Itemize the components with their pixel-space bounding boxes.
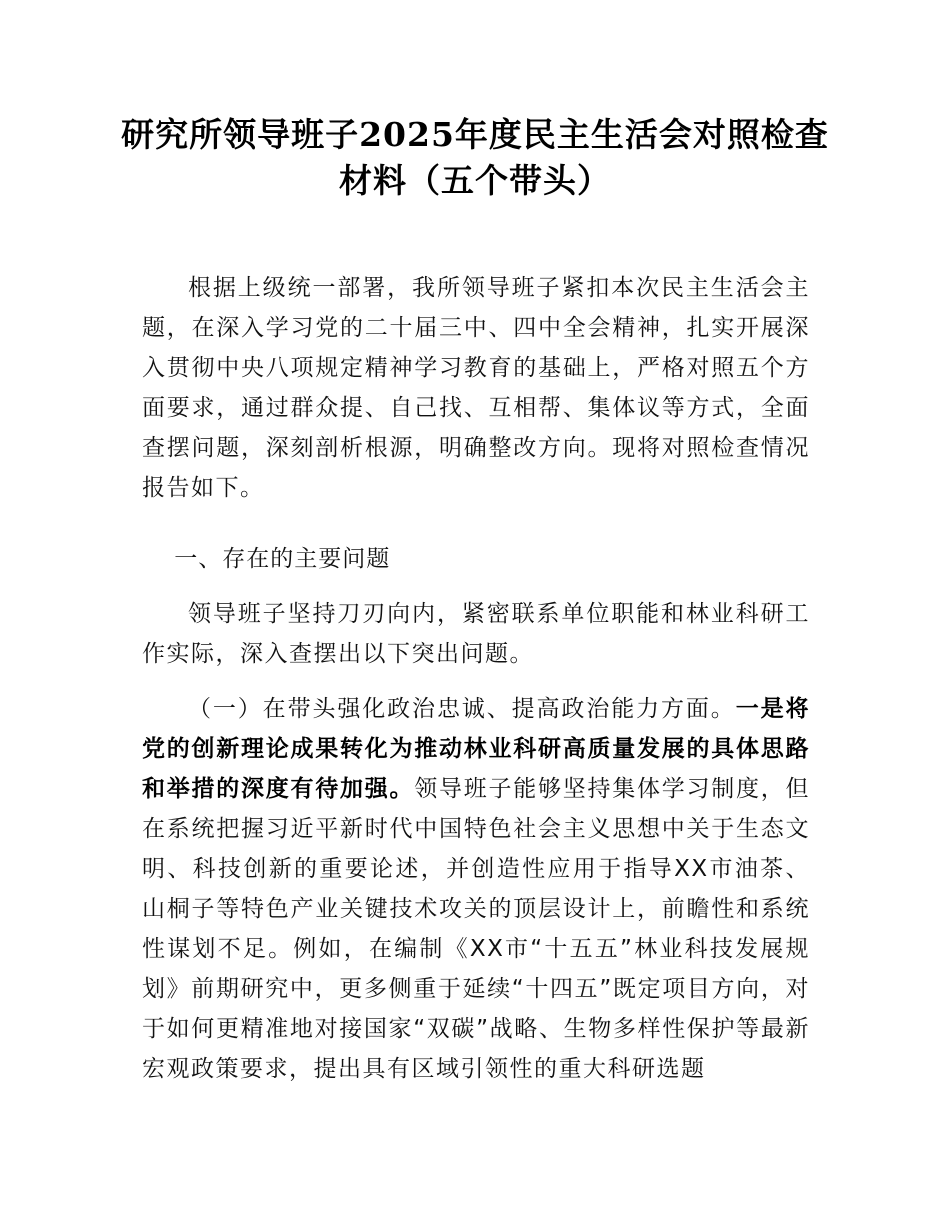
item-one-prefix: （一）在带头强化政治忠诚、提高政治能力方面。 xyxy=(188,696,736,722)
item-one-key-point: 一是将党的创新理论成果转化为推动林业科研高质量发展的具体思路和举措的深度有待加强。 xyxy=(142,696,811,802)
intro-paragraph: 根据上级统一部署，我所领导班子紧扣本次民主生活会主题，在深入学习党的二十届三中、四中全会精神，扎实开展深入贯彻中央八项规定精神学习教育的基础上，严格对照五个方面要求，通过群众提、自己找、互相帮、集体议等方式，全面查摆问题，深刻剖析根源，明确整改方向。现将对照检查情况报告如下。 xyxy=(142,275,810,501)
item-one-paragraph xyxy=(142,689,810,1089)
document-title: 研究所领导班子2025年度民主生活会对照检查材料（五个带头） xyxy=(121,115,829,200)
item-one-body: 领导班子能够坚持集体学习制度，但在系统把握习近平新时代中国特色社会主义思想中关于生态文明、科技创新的重要论述，并创造性应用于指导XX市油茶、山桐子等特色产业关键技术攻关的顶层设计上，前瞻性和系统性谋划不足。例如，在编制《XX市“十五五”林业科技发展规划》前期研究中，更多侧重于延续“十四五”既定项目方向，对于如何更精准地对接国家“双碳”战略、生物多样性保护等最新宏观政策要求，提出具有区域引领性的重大科研选题 xyxy=(142,776,810,1082)
section-heading: 一、存在的主要问题 xyxy=(174,546,391,572)
section-intro-paragraph: 领导班子坚持刀刃向内，紧密联系单位职能和林业科研工作实际，深入查摆出以下突出问题。 xyxy=(142,601,810,667)
